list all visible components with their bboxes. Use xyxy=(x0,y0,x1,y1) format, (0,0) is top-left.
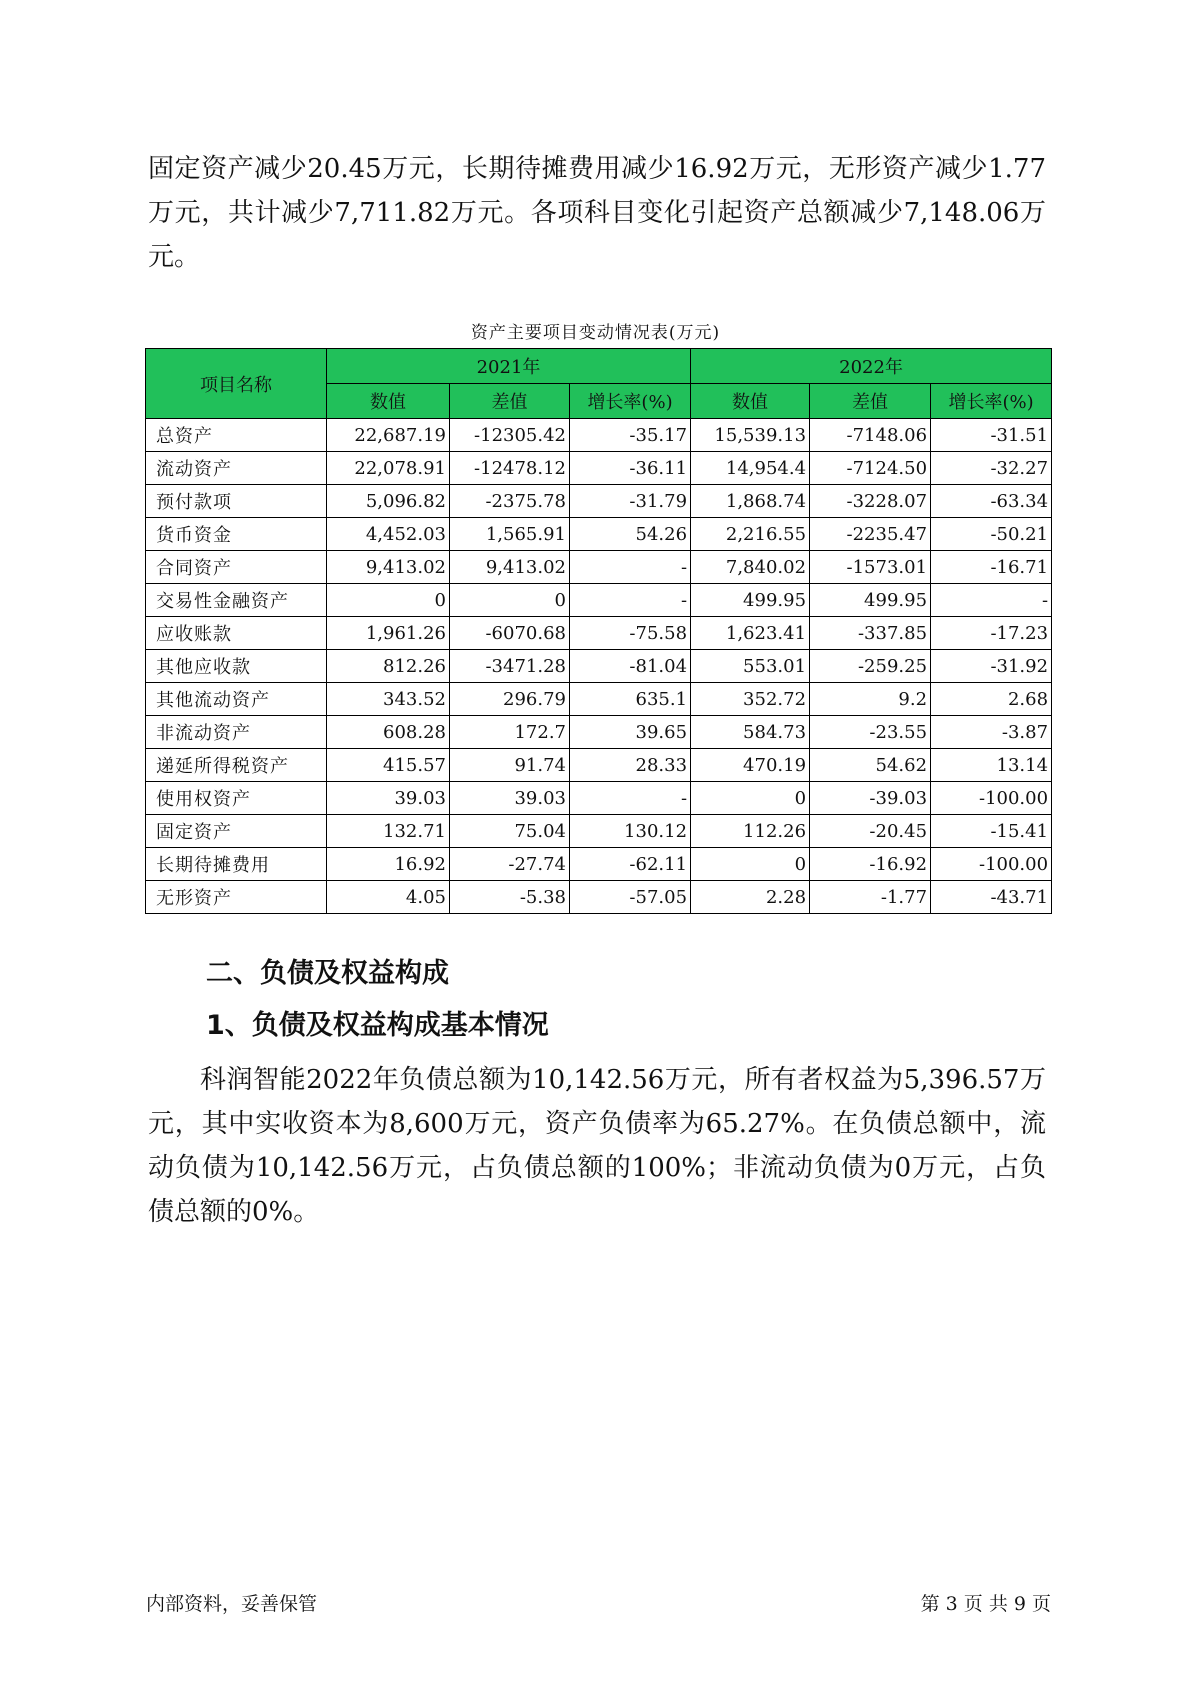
table-cell: -1.77 xyxy=(810,881,931,914)
table-row xyxy=(146,782,1052,815)
table-cell: -35.17 xyxy=(570,419,691,452)
footer-confidential-note: 内部资料，妥善保管 xyxy=(146,1593,318,1615)
table-cell: -17.23 xyxy=(931,617,1052,650)
table-cell: 343.52 xyxy=(327,683,450,716)
table-cell: 584.73 xyxy=(691,716,810,749)
table-cell: 9,413.02 xyxy=(450,551,570,584)
table-cell: 22,078.91 xyxy=(327,452,450,485)
table-cell: 5,096.82 xyxy=(327,485,450,518)
table-cell: 4,452.03 xyxy=(327,518,450,551)
row-item-name: 货币资金 xyxy=(146,518,327,551)
table-row xyxy=(146,683,1052,716)
table-cell: 16.92 xyxy=(327,848,450,881)
table-cell: -100.00 xyxy=(931,782,1052,815)
table-cell: 2.28 xyxy=(691,881,810,914)
table-cell: 14,954.4 xyxy=(691,452,810,485)
asset-change-table xyxy=(145,348,1052,914)
table-row xyxy=(146,551,1052,584)
table-cell: 0 xyxy=(691,782,810,815)
table-cell: 1,623.41 xyxy=(691,617,810,650)
table-cell: -15.41 xyxy=(931,815,1052,848)
table-cell: 0 xyxy=(691,848,810,881)
row-item-name: 其他流动资产 xyxy=(146,683,327,716)
table-row xyxy=(146,716,1052,749)
table-cell: 415.57 xyxy=(327,749,450,782)
table-cell: 13.14 xyxy=(931,749,1052,782)
table-cell: 9,413.02 xyxy=(327,551,450,584)
row-item-name: 固定资产 xyxy=(146,815,327,848)
footer-page-number: 第 3 页 共 9 页 xyxy=(920,1593,1051,1615)
table-cell: 54.62 xyxy=(810,749,931,782)
table-row xyxy=(146,452,1052,485)
table-cell: -12305.42 xyxy=(450,419,570,452)
table-cell: -50.21 xyxy=(931,518,1052,551)
table-row xyxy=(146,815,1052,848)
table-cell: 1,868.74 xyxy=(691,485,810,518)
liability-paragraph: 科润智能2022年负债总额为10,142.56万元，所有者权益为5,396.57万元，其中实收资本为8,600万元，资产负债率为65.27%。在负债总额中，流动负债为10,142.56万元，占负债总额的100%；非流动负债为0万元，占负债总额的0%。 xyxy=(148,1065,1046,1227)
table-cell: -2235.47 xyxy=(810,518,931,551)
table-cell: -7124.50 xyxy=(810,452,931,485)
table-cell: 22,687.19 xyxy=(327,419,450,452)
table-cell: -31.92 xyxy=(931,650,1052,683)
table-row xyxy=(146,419,1052,452)
table-row xyxy=(146,584,1052,617)
row-item-name: 预付款项 xyxy=(146,485,327,518)
table-cell: 812.26 xyxy=(327,650,450,683)
table-cell: -259.25 xyxy=(810,650,931,683)
table-cell: -2375.78 xyxy=(450,485,570,518)
table-cell: 470.19 xyxy=(691,749,810,782)
row-item-name: 递延所得税资产 xyxy=(146,749,327,782)
row-item-name: 应收账款 xyxy=(146,617,327,650)
table-cell: - xyxy=(570,584,691,617)
section-heading: 二、负债及权益构成 xyxy=(206,958,449,989)
table-row xyxy=(146,881,1052,914)
subsection-heading: 1、负债及权益构成基本情况 xyxy=(206,1010,549,1041)
table-row xyxy=(146,518,1052,551)
table-cell: 2.68 xyxy=(931,683,1052,716)
column-header-difference: 差值 xyxy=(450,384,570,419)
table-cell: 553.01 xyxy=(691,650,810,683)
table-cell: -36.11 xyxy=(570,452,691,485)
table-row xyxy=(146,848,1052,881)
column-header-year-2022: 2022年 xyxy=(691,349,1052,384)
row-item-name: 非流动资产 xyxy=(146,716,327,749)
table-cell: 39.65 xyxy=(570,716,691,749)
table-cell: -337.85 xyxy=(810,617,931,650)
table-cell: 499.95 xyxy=(691,584,810,617)
table-cell: -12478.12 xyxy=(450,452,570,485)
table-cell: -3228.07 xyxy=(810,485,931,518)
table-cell: -31.79 xyxy=(570,485,691,518)
table-cell: -5.38 xyxy=(450,881,570,914)
table-cell: 39.03 xyxy=(450,782,570,815)
table-cell: -27.74 xyxy=(450,848,570,881)
table-cell: -16.92 xyxy=(810,848,931,881)
column-header-year-2021: 2021年 xyxy=(327,349,691,384)
table-cell: 28.33 xyxy=(570,749,691,782)
table-cell: -31.51 xyxy=(931,419,1052,452)
table-row xyxy=(146,617,1052,650)
table-cell: 39.03 xyxy=(327,782,450,815)
row-item-name: 使用权资产 xyxy=(146,782,327,815)
table-cell: 15,539.13 xyxy=(691,419,810,452)
row-item-name: 交易性金融资产 xyxy=(146,584,327,617)
table-cell: 2,216.55 xyxy=(691,518,810,551)
row-item-name: 长期待摊费用 xyxy=(146,848,327,881)
table-cell: -1573.01 xyxy=(810,551,931,584)
row-item-name: 总资产 xyxy=(146,419,327,452)
table-cell: -63.34 xyxy=(931,485,1052,518)
table-row xyxy=(146,749,1052,782)
column-header-difference: 差值 xyxy=(810,384,931,419)
table-cell: 635.1 xyxy=(570,683,691,716)
table-cell: 112.26 xyxy=(691,815,810,848)
table-cell: -20.45 xyxy=(810,815,931,848)
table-cell: 499.95 xyxy=(810,584,931,617)
table-cell: - xyxy=(570,551,691,584)
table-cell: -32.27 xyxy=(931,452,1052,485)
table-cell: -16.71 xyxy=(931,551,1052,584)
table-cell: 75.04 xyxy=(450,815,570,848)
table-cell: 608.28 xyxy=(327,716,450,749)
table-cell: -43.71 xyxy=(931,881,1052,914)
table-cell: -6070.68 xyxy=(450,617,570,650)
intro-paragraph: 固定资产减少20.45万元，长期待摊费用减少16.92万元，无形资产减少1.77万元，共计减少7,711.82万元。各项科目变化引起资产总额减少7,148.06万元。 xyxy=(148,154,1046,272)
table-row xyxy=(146,485,1052,518)
table-cell: 91.74 xyxy=(450,749,570,782)
table-cell: 172.7 xyxy=(450,716,570,749)
table-cell: 4.05 xyxy=(327,881,450,914)
table-cell: -7148.06 xyxy=(810,419,931,452)
table-cell: 0 xyxy=(327,584,450,617)
row-item-name: 无形资产 xyxy=(146,881,327,914)
table-cell: -62.11 xyxy=(570,848,691,881)
table-cell: -3471.28 xyxy=(450,650,570,683)
table-cell: 1,565.91 xyxy=(450,518,570,551)
table-cell: -81.04 xyxy=(570,650,691,683)
table-cell: 132.71 xyxy=(327,815,450,848)
row-item-name: 其他应收款 xyxy=(146,650,327,683)
column-header-growth-rate: 增长率(%) xyxy=(570,384,691,419)
table-row xyxy=(146,650,1052,683)
table-cell: -75.58 xyxy=(570,617,691,650)
column-header-item-name: 项目名称 xyxy=(146,349,327,419)
table-cell: - xyxy=(570,782,691,815)
table-cell: 130.12 xyxy=(570,815,691,848)
table-cell: -57.05 xyxy=(570,881,691,914)
table-cell: -3.87 xyxy=(931,716,1052,749)
table-cell: 54.26 xyxy=(570,518,691,551)
table-cell: -39.03 xyxy=(810,782,931,815)
table-cell: 296.79 xyxy=(450,683,570,716)
row-item-name: 流动资产 xyxy=(146,452,327,485)
row-item-name: 合同资产 xyxy=(146,551,327,584)
table-cell: 352.72 xyxy=(691,683,810,716)
table-cell: - xyxy=(931,584,1052,617)
table-cell: -100.00 xyxy=(931,848,1052,881)
column-header-value: 数值 xyxy=(327,384,450,419)
table-cell: -23.55 xyxy=(810,716,931,749)
table-cell: 1,961.26 xyxy=(327,617,450,650)
table-cell: 9.2 xyxy=(810,683,931,716)
column-header-value: 数值 xyxy=(691,384,810,419)
table-caption: 资产主要项目变动情况表(万元) xyxy=(470,323,721,343)
table-body xyxy=(146,419,1052,914)
column-header-growth-rate: 增长率(%) xyxy=(931,384,1052,419)
table-cell: 0 xyxy=(450,584,570,617)
table-cell: 7,840.02 xyxy=(691,551,810,584)
